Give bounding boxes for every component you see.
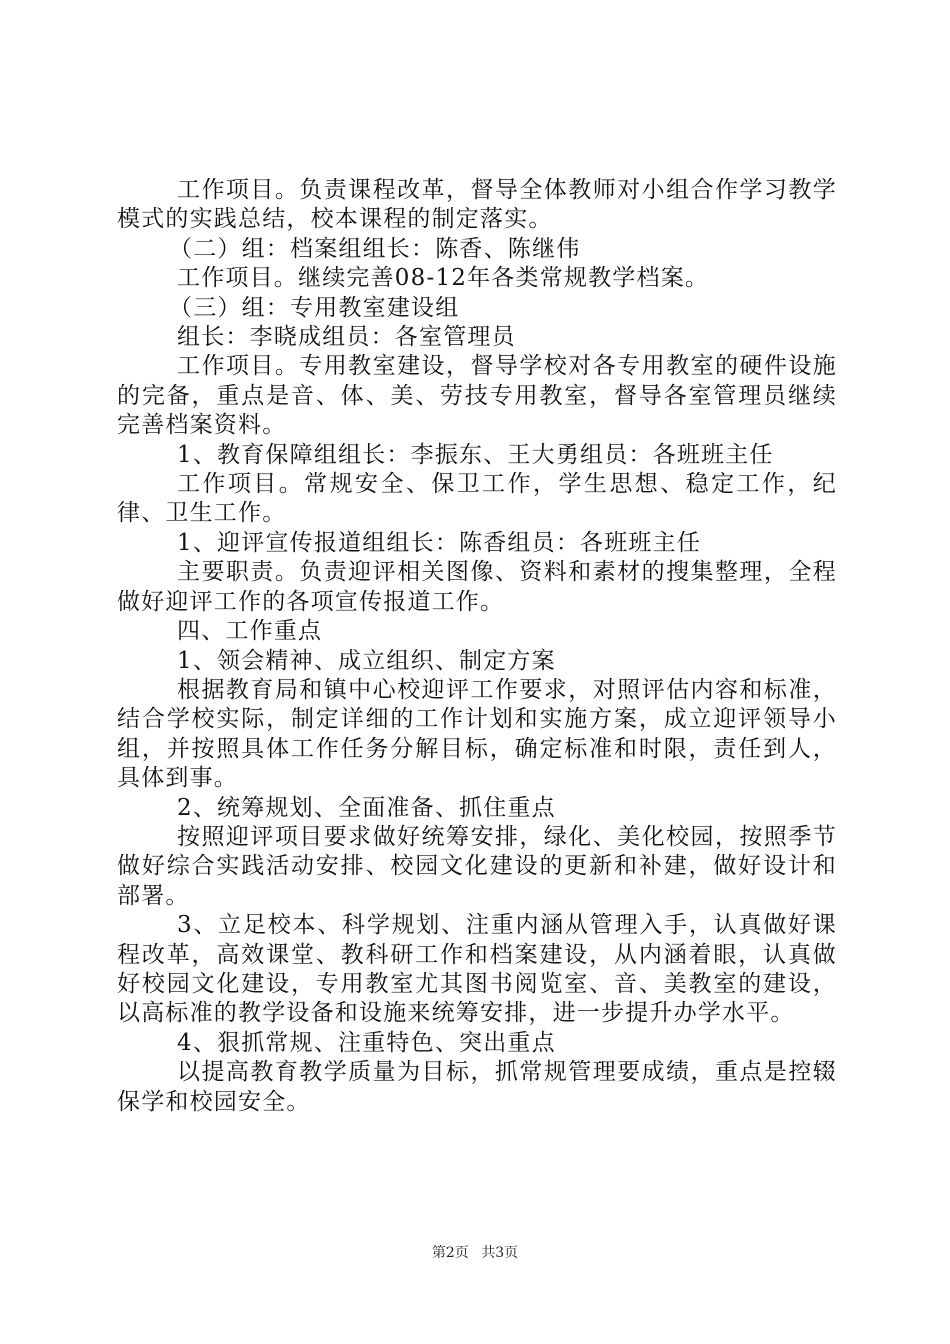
body-paragraph: 2、统筹规划、全面准备、抓住重点 bbox=[177, 794, 556, 821]
body-paragraph: 工作项目。负责课程改革，督导全体教师对小组合作学习教学模式的实践总结，校本课程的制定落实。 bbox=[117, 177, 837, 233]
page-number: 第2页 bbox=[431, 1245, 469, 1261]
page-footer bbox=[0, 1244, 950, 1262]
body-paragraph: 主要职责。负责迎评相关图像、资料和素材的搜集整理，全程做好迎评工作的各项宣传报道工作。 bbox=[117, 559, 837, 615]
body-paragraph: 工作项目。继续完善08-12年各类常规教学档案。 bbox=[177, 265, 710, 292]
body-paragraph: 1、教育保障组组长：李振东、王大勇组员：各班班主任 bbox=[177, 441, 774, 468]
body-paragraph: 1、领会精神、成立组织、制定方案 bbox=[177, 647, 556, 674]
body-paragraph: 按照迎评项目要求做好统筹安排，绿化、美化校园，按照季节做好综合实践活动安排、校园文化建设的更新和补建，做好设计和部署。 bbox=[117, 823, 837, 909]
document-body bbox=[117, 176, 837, 1117]
body-paragraph: 四、工作重点 bbox=[177, 618, 323, 645]
body-paragraph: 3、立足校本、科学规划、注重内涵从管理入手，认真做好课程改革，高效课堂、教科研工作和档案建设，从内涵着眼，认真做好校园文化建设，专用教室尤其图书阅览室、音、美教室的建设，以高标准的教学设备和设施来统筹安排，进一步提升办学水平。 bbox=[117, 912, 837, 1027]
body-paragraph: 4、狠抓常规、注重特色、突出重点 bbox=[177, 1029, 556, 1056]
body-paragraph: 以提高教育教学质量为目标，抓常规管理要成绩，重点是控辍保学和校园安全。 bbox=[117, 1059, 837, 1115]
body-paragraph: 工作项目。常规安全、保卫工作，学生思想、稳定工作，纪律、卫生工作。 bbox=[117, 471, 837, 527]
page-total: 共3页 bbox=[481, 1245, 519, 1261]
body-paragraph: 根据教育局和镇中心校迎评工作要求，对照评估内容和标准，结合学校实际，制定详细的工作计划和实施方案，成立迎评领导小组，并按照具体工作任务分解目标，确定标准和时限，责任到人，具体到事。 bbox=[117, 676, 837, 792]
body-paragraph: 组长：李晓成组员：各室管理员 bbox=[177, 324, 516, 351]
body-paragraph: 1、迎评宣传报道组组长：陈香组员：各班班主任 bbox=[177, 529, 702, 556]
body-paragraph: （二）组：档案组组长：陈香、陈继伟 bbox=[169, 235, 581, 262]
body-paragraph: （三）组：专用教室建设组 bbox=[169, 294, 460, 321]
body-paragraph: 工作项目。专用教室建设，督导学校对各专用教室的硬件设施的完备，重点是音、体、美、劳技专用教室，督导各室管理员继续完善档案资料。 bbox=[117, 353, 837, 439]
